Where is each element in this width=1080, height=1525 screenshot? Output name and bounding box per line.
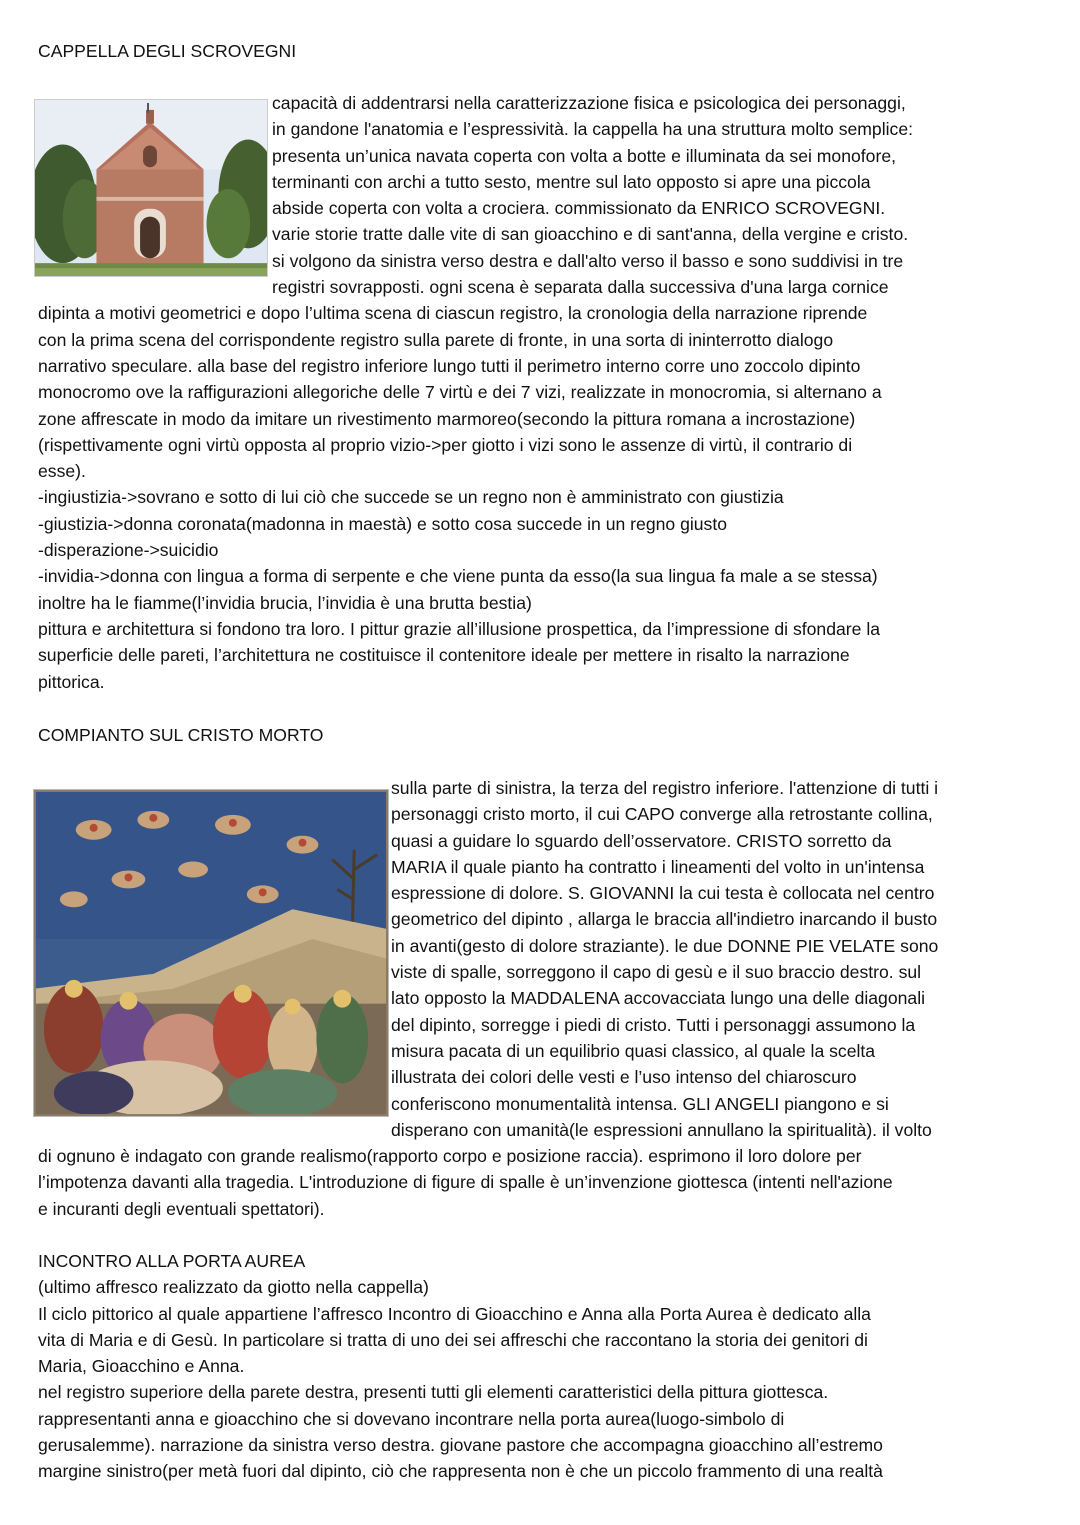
text-line: inoltre ha le fiamme(l’invidia brucia, l’invidia è una brutta bestia) <box>38 592 532 613</box>
text-line: illustrata dei colori delle vesti e l’uso intenso del chiaroscuro <box>391 1067 857 1088</box>
text-line: presenta un’unica navata coperta con volta a botte e illuminata da sei monofore, <box>272 145 896 166</box>
text-line: Maria, Gioacchino e Anna. <box>38 1356 245 1377</box>
text-line: misura pacata di un equilibrio quasi classico, al quale la scelta <box>391 1040 876 1061</box>
text-line: geometrico del dipinto , allarga le braccia all'indietro inarcando il busto <box>391 909 938 930</box>
text-line: sulla parte di sinistra, la terza del registro inferiore. l'attenzione di tutti i <box>391 778 939 798</box>
text-line: nel registro superiore della parete destra, presenti tutti gli elementi caratteristici della pittura giottesca. <box>38 1382 829 1403</box>
text-line: pittorica. <box>38 671 105 692</box>
text-line: monocromo ove la raffigurazioni allegoriche delle 7 virtù e dei 7 vizi, realizzate in monocromia, si alternano a <box>38 382 882 403</box>
text-line: Il ciclo pittorico al quale appartiene l’affresco Incontro di Gioacchino e Anna alla Porta Aurea è dedicato alla <box>38 1303 871 1324</box>
text-line: lato opposto la MADDALENA accovacciata lungo una delle diagonali <box>391 988 926 1009</box>
text-line: registri sovrapposti. ogni scena è separata dalla successiva d'una larga cornice <box>272 277 889 298</box>
text-line: pittura e architettura si fondono tra loro. I pittur grazie all’illusione prospettica, da l’impressione di sfondare la <box>38 618 881 639</box>
text-line: in gandone l'anatomia e l’espressività. la cappella ha una struttura molto semplice: <box>272 119 914 140</box>
text-line: (rispettivamente ogni virtù opposta al proprio vizio->per giotto i vizi sono le assenze di virtù, il contrario di <box>38 434 853 455</box>
text-line: gerusalemme). narrazione da sinistra verso destra. giovane pastore che accompagna gioacchino all’estremo <box>38 1435 883 1456</box>
fresco-compianto-image <box>33 789 389 1117</box>
text-line: quasi a guidare lo sguardo dell’osservatore. CRISTO sorretto da <box>391 830 892 851</box>
text-line: zone affrescate in modo da imitare un rivestimento marmoreo(secondo la pittura romana a incrostazione) <box>38 408 856 429</box>
text-line: in avanti(gesto di dolore straziante). le due DONNE PIE VELATE sono <box>391 935 939 956</box>
text-line: narrativo speculare. alla base del registro inferiore lungo tutti il perimetro interno corre uno zoccolo dipinto <box>38 355 861 376</box>
section-title-cappella: CAPPELLA DEGLI SCROVEGNI <box>38 41 297 61</box>
text-line: rappresentanti anna e gioacchino che si dovevano incontrare nella porta aurea(luogo-simbolo di <box>38 1408 785 1429</box>
text-line: personaggi cristo morto, il cui CAPO converge alla retrostante collina, <box>391 804 933 825</box>
text-line: capacità di addentrarsi nella caratterizzazione fisica e psicologica dei personaggi, <box>272 93 906 113</box>
text-line: e incuranti degli eventuali spettatori). <box>38 1198 325 1219</box>
section-title-compianto: COMPIANTO SUL CRISTO MORTO <box>38 725 324 745</box>
list-item: -giustizia->donna coronata(madonna in maestà) e sotto cosa succede in un regno giusto <box>38 513 728 534</box>
list-item: -disperazione->suicidio <box>38 540 219 561</box>
text-line: l’impotenza davanti alla tragedia. L'introduzione di figure di spalle è un’invenzione giottesca (intenti nell'azione <box>38 1172 893 1193</box>
text-line: conferiscono monumentalità intensa. GLI ANGELI piangono e si <box>391 1093 889 1114</box>
text-line: disperano con umanità(le espressioni annullano la spiritualità). il volto <box>391 1119 932 1140</box>
text-line: con la prima scena del corrispondente registro sulla parete di fronte, in una sorta di ininterrotto dialogo <box>38 329 834 350</box>
paragraph-cappella <box>38 90 1048 695</box>
subtitle: (ultimo affresco realizzato da giotto nella cappella) <box>38 1277 429 1298</box>
text-line: terminanti con archi a tutto sesto, mentre sul lato opposto si apre una piccola <box>272 171 871 192</box>
list-item: -ingiustizia->sovrano e sotto di lui ciò che succede se un regno non è amministrato con giustizia <box>38 487 784 508</box>
text-line: margine sinistro(per metà fuori dal dipinto, ciò che rappresenta non è che un piccolo frammento di una realtà <box>38 1461 883 1482</box>
list-item: -invidia->donna con lingua a forma di serpente e che viene punta da esso(la sua lingua fa male a se stessa) <box>38 566 878 587</box>
paragraph-compianto <box>38 775 1048 1222</box>
text-line: abside coperta con volta a crociera. commissionato da ENRICO SCROVEGNI. <box>272 198 886 219</box>
text-line: vita di Maria e di Gesù. In particolare si tratta di uno dei sei affreschi che raccontano la storia dei genitori di <box>38 1329 868 1350</box>
text-line: dipinta a motivi geometrici e dopo l’ultima scena di ciascun registro, la cronologia della narrazione riprende <box>38 303 868 324</box>
text-line: esse). <box>38 461 86 482</box>
section-title-porta-aurea: INCONTRO ALLA PORTA AUREA <box>38 1251 306 1271</box>
text-line: si volgono da sinistra verso destra e dall'alto verso il basso e sono suddivisi in tre <box>272 250 904 271</box>
chapel-photo <box>34 99 268 277</box>
paragraph-porta-aurea <box>38 1248 1048 1485</box>
text-line: varie storie tratte dalle vite di san gioacchino e di sant'anna, della vergine e cristo. <box>272 224 909 245</box>
text-line: viste di spalle, sorreggono il capo di gesù e il suo braccio destro. sul <box>391 962 922 983</box>
text-line: di ognuno è indagato con grande realismo(rapporto corpo e posizione raccia). esprimono il loro dolore per <box>38 1146 862 1167</box>
text-line: espressione di dolore. S. GIOVANNI la cui testa è collocata nel centro <box>391 883 935 904</box>
text-line: del dipinto, sorregge i piedi di cristo. Tutti i personaggi assumono la <box>391 1014 916 1035</box>
text-line: superficie delle pareti, l’architettura ne costituisce il contenitore ideale per mettere in risalto la narrazione <box>38 645 850 666</box>
text-line: MARIA il quale pianto ha contratto i lineamenti del volto in un'intensa <box>391 856 925 877</box>
